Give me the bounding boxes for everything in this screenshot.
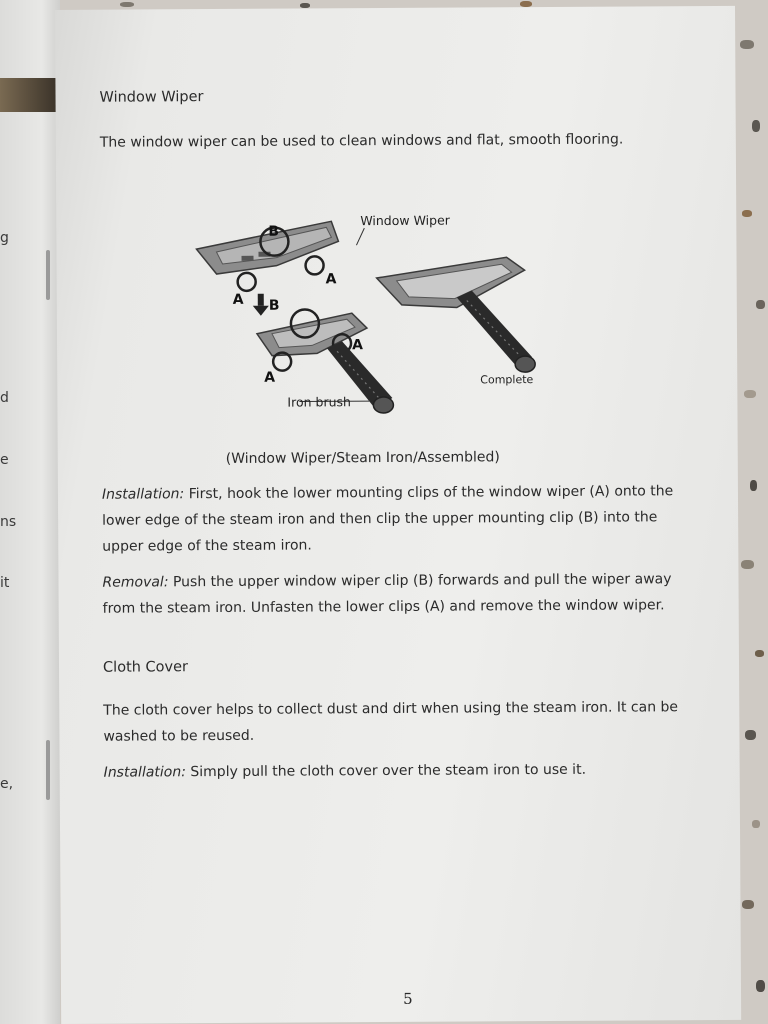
cloth-cover-intro: The cloth cover helps to collect dust and dirt when using the steam iron. It can be washed to be reused. (103, 699, 679, 745)
left-page-text-fragment: it (0, 575, 10, 591)
staple (46, 740, 50, 800)
cloth-cover-installation-paragraph (104, 756, 704, 786)
section-title-cloth-cover: Cloth Cover (102, 659, 189, 676)
installation-label: Installation: (101, 486, 185, 503)
label-window-wiper: Window Wiper (360, 212, 450, 229)
staple (46, 250, 50, 300)
label-a: A (325, 271, 337, 288)
page-number: 5 (402, 989, 413, 1008)
label-b: B (268, 223, 280, 240)
label-b: B (268, 297, 280, 314)
label-a: A (264, 369, 276, 386)
left-page-tab (0, 78, 56, 112)
left-page (0, 0, 60, 1024)
installation-text: Simply pull the cloth cover over the steam iron to use it. (185, 761, 587, 781)
left-page-text-fragment: e, (0, 776, 14, 792)
installation-label: Installation: (103, 764, 186, 781)
label-a: A (232, 291, 244, 308)
removal-text: Push the upper window wiper clip (B) forwards and pull the wiper away from the steam iron. Unfasten the lower clips (A) and remove the window wiper. (102, 571, 672, 617)
arrow-down-icon (253, 294, 269, 316)
manual-page (55, 6, 741, 1024)
window-wiper-diagram (186, 192, 557, 424)
diagram-caption: (Window Wiper/Steam Iron/Assembled) (225, 449, 500, 467)
installation-text: First, hook the lower mounting clips of the window wiper (A) onto the lower edge of the steam iron and then clip the upper mounting clip (B) into the upper edge of the steam iron. (102, 483, 674, 555)
section-title-window-wiper: Window Wiper (99, 89, 204, 106)
label-complete: Complete (480, 373, 534, 387)
left-page-text-fragment: e (0, 452, 9, 468)
removal-paragraph (102, 566, 702, 622)
removal-label: Removal: (102, 574, 169, 591)
installation-paragraph (102, 478, 702, 560)
left-page-text-fragment: g (0, 230, 9, 246)
label-a: A (352, 337, 363, 354)
left-page-text-fragment: ns (0, 514, 17, 530)
wiper-illustration-complete (377, 257, 536, 373)
left-page-text-fragment: d (0, 390, 9, 406)
label-iron-brush: Iron brush (287, 394, 351, 410)
window-wiper-intro: The window wiper can be used to clean windows and flat, smooth flooring. (99, 131, 624, 151)
